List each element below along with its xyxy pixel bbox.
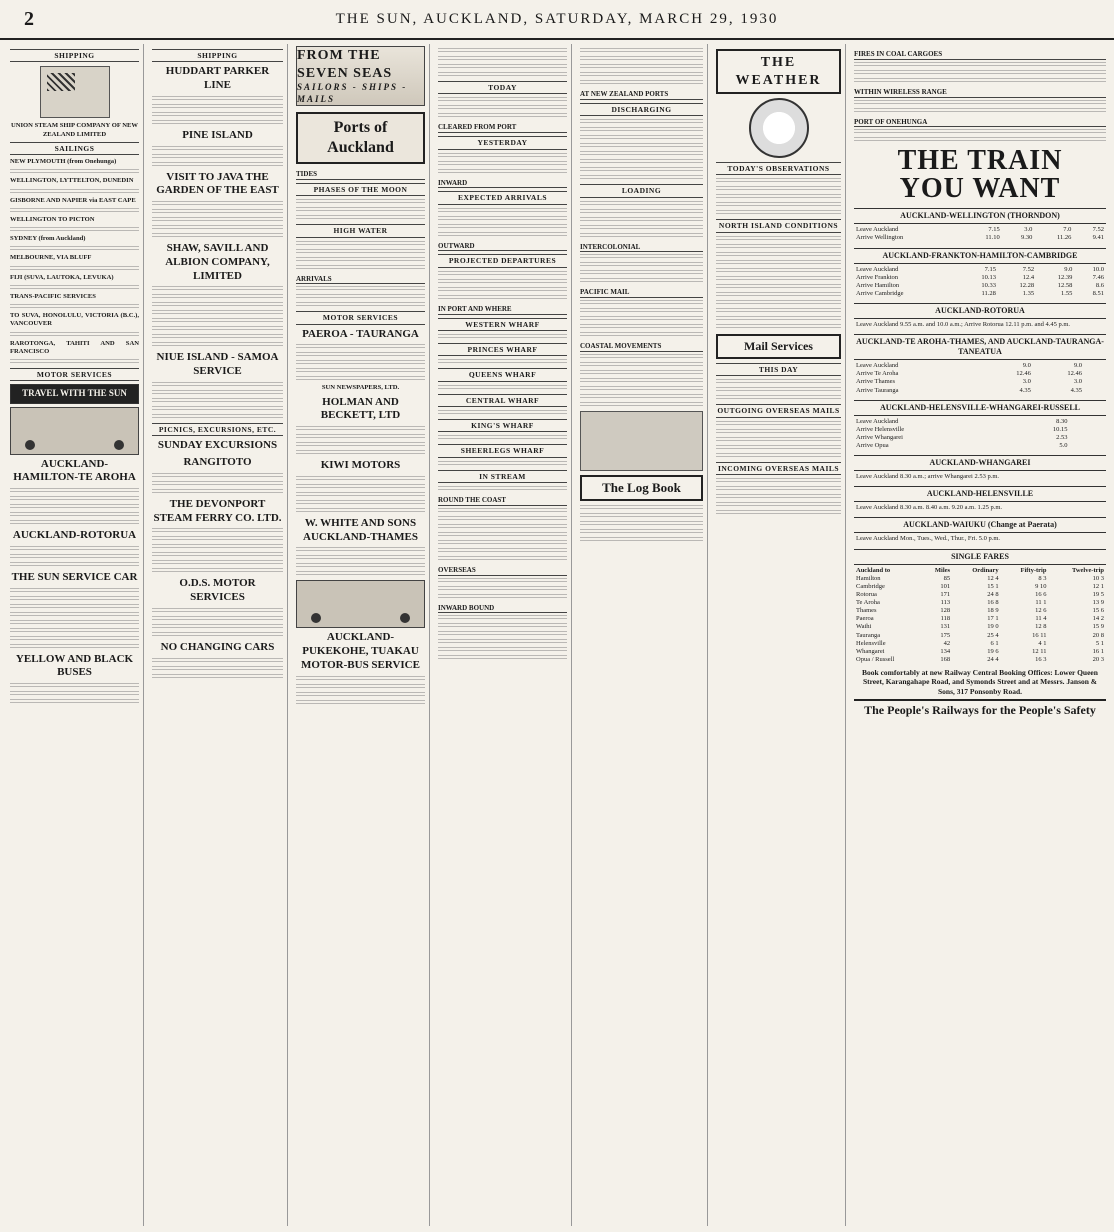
fares-cell: 9 10 (1035, 582, 1047, 590)
union-company-name: UNION STEAM SHIP COMPANY OF NEW ZEALAND LIMITED (10, 122, 139, 138)
timetable-cell (1082, 418, 1094, 426)
fares-cell: 14 2 (1092, 615, 1104, 623)
timetable-cell (1095, 362, 1106, 370)
fares-cell: 12 8 (1035, 623, 1047, 631)
timetable-cell: 3.0 (1024, 226, 1033, 234)
barometer-icon (749, 98, 809, 158)
fares-cell: Paeroa (856, 615, 874, 623)
fares-cell: 11 4 (1035, 615, 1047, 623)
no-changing-cars: NO CHANGING CARS (160, 640, 275, 653)
route-heading: AUCKLAND-WHANGAREI (854, 455, 1106, 471)
illustration (580, 411, 703, 471)
timetable-cell: 7.15 (984, 265, 996, 273)
timetable-row (854, 535, 1106, 543)
timetable-cell: Arrive Opua (856, 442, 889, 449)
fares-cell: Opua / Russell (856, 655, 895, 663)
route-heading: AUCKLAND-TE AROHA-THAMES, AND AUCKLAND-TAURANGA-TANEATUA (854, 334, 1106, 360)
fares-cell: 15 1 (987, 582, 999, 590)
fares-cell: 4 1 (1038, 639, 1047, 647)
timetable-cell: 10.13 (981, 273, 996, 281)
inward-bound-heading: INWARD BOUND (438, 604, 567, 614)
train-ad-title (854, 147, 1106, 203)
timetable-row (854, 426, 1106, 434)
fares-cell: 18 9 (987, 607, 999, 615)
route-heading: AUCKLAND-WAIUKU (Change at Paerata) (854, 517, 1106, 533)
huddart-parker-line: HUDDART PARKER LINE (165, 65, 270, 92)
timetable-cell: 7.52 (1092, 226, 1104, 234)
timetable-cell: 12.46 (1067, 370, 1083, 378)
cleared-heading: CLEARED FROM PORT (438, 123, 567, 133)
timetable-cell: 10.33 (981, 281, 996, 289)
in-port-heading: IN PORT AND WHERE (438, 305, 567, 315)
fares-cell: 6 1 (990, 639, 999, 647)
timetable-cell (1069, 442, 1081, 450)
timetable-cell: Arrive Hamilton (856, 281, 900, 289)
wharf-heading: QUEENS WHARF (438, 368, 567, 381)
route-heading: AUCKLAND-HELENSVILLE (854, 486, 1106, 502)
fares-cell: Ordinary (972, 566, 999, 574)
nz-ports-heading: AT NEW ZEALAND PORTS (580, 90, 703, 100)
fares-cell: 25 4 (987, 631, 999, 639)
fares-row (854, 599, 1106, 607)
timetable-cell (1082, 442, 1094, 450)
fares-row (854, 591, 1106, 599)
sailing-line: FIJI (SUVA, LAUTOKA, LEVUKA) (10, 273, 114, 281)
wharf-heading: IN STREAM (438, 470, 567, 483)
timetable-cell: Leave Auckland (856, 226, 899, 234)
seven-seas-title: FROM THE SEVEN SEAS (297, 48, 393, 81)
fares-cell: Cambridge (856, 582, 885, 590)
arrivals-heading: ARRIVALS (296, 275, 425, 285)
timetable-row (854, 378, 1106, 386)
fares-cell: Fifty-trip (1020, 566, 1047, 574)
log-book-title: The Log Book (580, 475, 703, 501)
column-6 (712, 44, 846, 1226)
timetable-row (854, 274, 1106, 282)
route-timetable (854, 504, 1106, 512)
discharging-heading: DISCHARGING (580, 103, 703, 116)
shipping-heading: SHIPPING (10, 49, 139, 62)
route-timetable (854, 321, 1106, 329)
wharf-heading: KING'S WHARF (438, 419, 567, 432)
timetable-cell (1084, 362, 1095, 370)
timetable-cell: 7.46 (1092, 273, 1104, 281)
motor-car-illustration (10, 407, 139, 455)
seven-seas-subtitle: SAILORS - SHIPS - MAILS (297, 82, 408, 104)
masthead (0, 0, 1114, 40)
fares-row (854, 607, 1106, 615)
timetable-cell: Arrive Tauranga (856, 386, 899, 394)
sun-newspapers: SUN NEWSPAPERS, LTD. (321, 384, 400, 392)
timetable-row (854, 321, 1106, 329)
timetable-cell: 1.35 (1022, 289, 1035, 297)
timetable-row (854, 418, 1106, 426)
wharf-heading: CENTRAL WHARF (438, 394, 567, 407)
route-timetable (854, 266, 1106, 299)
fares-cell: Helensville (856, 639, 886, 647)
fares-row (854, 648, 1106, 656)
pine-island: PINE ISLAND (182, 128, 253, 141)
round-coast-heading: ROUND THE COAST (438, 496, 567, 506)
intercolonial-heading: INTERCOLONIAL (580, 243, 703, 253)
timetable-cell (1084, 387, 1095, 395)
timetable-cell: Leave Auckland 8.30 a.m.; arrive Whangarei 2.53 p.m. (856, 473, 1000, 481)
timetable-cell: 11.28 (981, 289, 996, 297)
timetable-cell: Arrive Helensville (856, 425, 905, 433)
timetable-cell (1094, 434, 1106, 442)
column-3 (292, 44, 430, 1226)
fires-heading: FIRES IN COAL CARGOES (854, 50, 1106, 60)
fares-cell: 8 3 (1038, 574, 1047, 582)
column-7 (850, 44, 1110, 1226)
fares-cell: 19 5 (1092, 590, 1104, 598)
fares-cell: 11 1 (1035, 599, 1047, 606)
fares-cell: 16 1 (1092, 647, 1104, 655)
page-number: 2 (24, 7, 34, 30)
fares-cell: 24 4 (987, 655, 999, 663)
fares-cell: 42 (943, 639, 951, 647)
fares-cell: 15 9 (1092, 623, 1104, 631)
timetable-cell: 1.55 (1061, 289, 1073, 297)
travel-with-the-sun-banner: TRAVEL WITH THE SUN (10, 384, 139, 403)
fares-cell: 5 1 (1095, 639, 1104, 647)
timetable-cell: 8.6 (1095, 281, 1104, 289)
fares-cell: 171 (940, 590, 951, 598)
this-day-heading: THIS DAY (716, 363, 841, 376)
timetable-cell: Leave Auckland 8.30 a.m. 8.40 a.m. 9.20 a.m. 1.25 p.m. (856, 504, 1003, 512)
route-timetable (854, 362, 1106, 395)
peoples-railways-slogan: The People's Railways for the People's Safety (854, 699, 1106, 718)
fares-cell: 16 3 (1035, 655, 1047, 663)
sailing-line: WELLINGTON TO PICTON (10, 215, 95, 223)
timetable-cell (1100, 473, 1106, 481)
timetable-cell: 8.30 (1056, 417, 1068, 425)
fares-cell: 12 11 (1032, 647, 1047, 655)
onehunga-heading: PORT OF ONEHUNGA (854, 118, 1106, 128)
fares-cell: 113 (940, 599, 951, 606)
devonport-ferry: THE DEVONPORT STEAM FERRY CO. LTD. (153, 497, 282, 524)
fares-cell: Auckland to (856, 566, 891, 574)
timetable-cell (1084, 370, 1095, 378)
kiwi-motors: KIWI MOTORS (320, 459, 401, 472)
timetable-cell: Leave Auckland (856, 362, 899, 370)
timetable-cell: 2.53 (1056, 433, 1068, 441)
timetable-cell: 12.39 (1057, 273, 1073, 281)
fares-cell: Hamilton (856, 574, 881, 582)
outgoing-mails-heading: OUTGOING OVERSEAS MAILS (716, 404, 841, 417)
railway-timetables (854, 208, 1106, 543)
yesterday-heading: YESTERDAY (438, 136, 567, 149)
timetable-cell (1069, 426, 1081, 434)
timetable-cell: 8.51 (1092, 289, 1104, 297)
fares-cell: 17 1 (987, 615, 999, 623)
timetable-cell: 7.15 (988, 226, 1000, 234)
wharf-heading: SHEERLEGS WHARF (438, 444, 567, 457)
today-heading: TODAY (438, 81, 567, 94)
timetable-row (854, 234, 1106, 242)
timetable-cell (1069, 418, 1081, 426)
sun-service-car: THE SUN SERVICE CAR (11, 570, 138, 583)
wireless-heading: WITHIN WIRELESS RANGE (854, 88, 1106, 98)
timetable-row (854, 226, 1106, 234)
fares-header-row (854, 567, 1106, 575)
mail-services-title: Mail Services (716, 334, 841, 359)
route-heading: AUCKLAND-ROTORUA (854, 303, 1106, 319)
fares-table (854, 567, 1106, 665)
ods-motor-services: O.D.S. MOTOR SERVICES (179, 577, 256, 603)
ports-of-auckland-title: Ports of Auckland (296, 112, 425, 164)
paeroa-tauranga: PAEROA - TAURANGA (302, 327, 419, 340)
timetable-cell: 11.10 (985, 234, 1000, 242)
the-weather-title: THE WEATHER (716, 49, 841, 94)
route-heading: AUCKLAND-FRANKTON-HAMILTON-CAMBRIDGE (854, 248, 1106, 264)
sailing-line: WELLINGTON, LYTTELTON, DUNEDIN (10, 177, 134, 185)
fares-cell: 16 8 (987, 599, 999, 606)
timetable-cell: 10.15 (1052, 425, 1068, 433)
fares-cell: Rotorua (856, 590, 877, 598)
timetable-cell (1095, 378, 1106, 386)
sailing-line: TO SUVA, HONOLULU, VICTORIA (B.C.), VANCOUVER (10, 312, 139, 328)
fares-cell: 134 (940, 647, 951, 655)
route-timetable (854, 226, 1106, 242)
fares-cell: 168 (940, 655, 951, 663)
high-water-heading: HIGH WATER (296, 224, 425, 237)
fares-cell: 85 (943, 574, 951, 582)
timetable-cell (1094, 418, 1106, 426)
timetable-cell: 5.0 (1059, 442, 1068, 449)
timetable-cell (1102, 321, 1106, 329)
sailing-line: SYDNEY (from Auckland) (10, 235, 86, 243)
timetable-row (854, 266, 1106, 274)
timetable-row (854, 282, 1106, 290)
train-title-line-1: THE TRAIN (897, 145, 1063, 177)
timetable-cell: 4.35 (1070, 386, 1083, 394)
sailing-line: RAROTONGA, TAHITI AND SAN FRANCISCO (10, 339, 139, 355)
timetable-cell: 12.46 (1016, 370, 1031, 378)
timetable-cell: 12.28 (1019, 281, 1035, 289)
timetable-cell (1069, 434, 1081, 442)
column-2 (148, 44, 288, 1226)
route-timetable (854, 418, 1106, 451)
coastal-movements-heading: COASTAL MOVEMENTS (580, 342, 703, 352)
route-heading: AUCKLAND-HELENSVILLE-WHANGAREI-RUSSELL (854, 400, 1106, 416)
timetable-cell: Arrive Frankton (856, 273, 899, 281)
overseas-heading: OVERSEAS (438, 566, 567, 576)
wharf-heading: PRINCES WHARF (438, 343, 567, 356)
fares-row (854, 623, 1106, 631)
route-rotorua: AUCKLAND-ROTORUA (12, 529, 137, 542)
fares-cell: 13 9 (1092, 599, 1104, 606)
motor-services-heading-3: MOTOR SERVICES (296, 311, 425, 324)
timetable-row (854, 370, 1106, 378)
column-1 (6, 44, 144, 1226)
wharf-list (438, 318, 567, 493)
timetable-cell (1082, 434, 1094, 442)
timetable-cell: 7.0 (1063, 226, 1072, 234)
union-company-flag-icon (40, 66, 110, 118)
fares-cell: Whangarei (856, 647, 885, 655)
tides-heading: TIDES (296, 170, 425, 180)
fares-cell: Tauranga (856, 631, 881, 639)
newspaper-title: THE SUN, AUCKLAND, SATURDAY, MARCH 29, 1930 (335, 10, 779, 27)
fares-cell: 12 1 (1092, 582, 1104, 590)
timetable-cell: Arrive Cambridge (856, 289, 904, 297)
timetable-cell: Leave Auckland (856, 265, 899, 273)
route-timetable (854, 473, 1106, 481)
fares-cell: 16 11 (1032, 631, 1047, 639)
yellow-black-buses: YELLOW AND BLACK BUSES (15, 652, 134, 679)
pukekohe-bus-service: AUCKLAND-PUKEKOHE, TUAKAU MOTOR-BUS SERVICE (301, 631, 420, 671)
timetable-cell: 11.26 (1056, 234, 1072, 242)
timetable-cell (1095, 370, 1106, 378)
timetable-row (854, 504, 1106, 512)
fares-cell: 19 6 (987, 647, 999, 655)
observations-heading: TODAY'S OBSERVATIONS (716, 162, 841, 175)
sailing-line: TRANS-PACIFIC SERVICES (10, 292, 96, 300)
timetable-cell: 3.0 (1022, 378, 1031, 386)
fares-cell: 24 8 (987, 590, 999, 598)
timetable-cell: 9.30 (1020, 234, 1033, 242)
fares-cell: 12 6 (1035, 607, 1047, 615)
timetable-cell (1100, 504, 1106, 512)
timetable-cell: 10.0 (1092, 265, 1104, 273)
fares-cell: 20 8 (1092, 631, 1104, 639)
sailing-line: GISBORNE AND NAPIER via EAST CAPE (10, 196, 136, 204)
outward-heading: OUTWARD (438, 242, 567, 252)
niue-samoa-service: NIUE ISLAND - SAMOA SERVICE (156, 351, 279, 378)
column-5 (576, 44, 708, 1226)
fares-cell: 118 (940, 615, 951, 623)
fares-row (854, 656, 1106, 664)
timetable-cell: 4.35 (1019, 386, 1031, 394)
shipping-heading-2: SHIPPING (152, 49, 283, 62)
fares-row (854, 640, 1106, 648)
fares-cell: 12 4 (987, 574, 999, 582)
route-heading: AUCKLAND-WELLINGTON (THORNDON) (854, 208, 1106, 224)
route-hamilton-te-aroha: AUCKLAND-HAMILTON-TE AROHA (13, 457, 136, 484)
timetable-cell: 7.52 (1022, 265, 1035, 273)
sailings-heading: SAILINGS (10, 142, 139, 155)
fares-cell: Te Aroha (856, 599, 880, 606)
timetable-cell (1100, 535, 1106, 543)
fares-row (854, 615, 1106, 623)
timetable-cell: 9.0 (1073, 362, 1083, 370)
timetable-row (854, 290, 1106, 298)
pacific-mail-heading: PACIFIC MAIL (580, 288, 703, 298)
fares-row (854, 583, 1106, 591)
fares-row (854, 575, 1106, 583)
inward-heading: INWARD (438, 179, 567, 189)
fares-cell: 131 (940, 623, 951, 631)
bus-illustration (296, 580, 425, 628)
timetable-cell: 9.41 (1092, 234, 1104, 242)
visit-to-java: VISIT TO JAVA THE GARDEN OF THE EAST (156, 170, 279, 197)
timetable-cell: Arrive Te Aroha (856, 370, 899, 378)
sailing-line: NEW PLYMOUTH (from Onehunga) (10, 158, 117, 166)
timetable-cell: Arrive Whangarei (856, 433, 903, 441)
fares-cell: 128 (940, 607, 951, 615)
timetable-cell (1094, 426, 1106, 434)
fares-cell: 19 0 (987, 623, 999, 631)
timetable-cell (1094, 442, 1106, 450)
timetable-cell: 9.0 (1022, 362, 1031, 370)
moon-heading: PHASES OF THE MOON (296, 183, 425, 196)
sunday-excursions: SUNDAY EXCURSIONS (157, 439, 278, 452)
column-4 (434, 44, 572, 1226)
wharf-heading: WESTERN WHARF (438, 318, 567, 331)
incoming-mails-heading: INCOMING OVERSEAS MAILS (716, 462, 841, 475)
timetable-cell: 3.0 (1073, 378, 1083, 386)
projected-departures-heading: PROJECTED DEPARTURES (438, 254, 567, 267)
timetable-cell (1082, 426, 1094, 434)
timetable-row (854, 442, 1106, 450)
timetable-cell: Arrive Thames (856, 378, 896, 386)
fares-cell: 20 3 (1092, 655, 1104, 663)
expected-arrivals-heading: EXPECTED ARRIVALS (438, 191, 567, 204)
sailing-line: MELBOURNE, VIA BLUFF (10, 254, 92, 262)
train-title-line-2: YOU WANT (899, 173, 1061, 205)
holman-beckett: HOLMAN AND BECKETT, LTD (320, 395, 401, 422)
single-fares-heading: SINGLE FARES (854, 549, 1106, 565)
booking-offices-note: Book comfortably at new Railway Central Booking Offices: Lower Queen Street, Karangahape Road, and Symonds Street and at Messrs. Janson & Sons, 317 Ponsonby Road. (862, 668, 1098, 696)
fares-row (854, 632, 1106, 640)
fares-cell: Miles (934, 566, 951, 574)
rangitoto: RANGITOTO (183, 456, 252, 468)
fares-cell: 10 3 (1092, 574, 1104, 582)
shaw-savill-albion: SHAW, SAVILL AND ALBION COMPANY, LIMITED (165, 242, 270, 282)
fares-cell: Waihi (856, 623, 872, 631)
fares-cell: 101 (940, 582, 951, 590)
timetable-cell: 9.0 (1064, 265, 1073, 273)
fares-cell: 15 6 (1092, 607, 1104, 615)
timetable-row (854, 473, 1106, 481)
sailing-lines (10, 158, 139, 365)
timetable-row (854, 362, 1106, 370)
timetable-cell: Leave Auckland (856, 417, 899, 425)
timetable-cell: 12.58 (1057, 281, 1073, 289)
fares-cell: 175 (940, 631, 951, 639)
fares-cell: 16 6 (1035, 590, 1047, 598)
picnics-heading: PICNICS, EXCURSIONS, ETC. (152, 423, 283, 436)
fares-cell: Twelve-trip (1071, 566, 1104, 574)
motor-services-heading: MOTOR SERVICES (10, 368, 139, 381)
timetable-cell: 12.4 (1022, 273, 1035, 281)
timetable-cell: Leave Auckland Mon., Tues., Wed., Thur., Fri. 5.0 p.m. (856, 535, 1001, 543)
white-and-sons: W. WHITE AND SONS AUCKLAND-THAMES (303, 516, 418, 543)
seven-seas-banner (296, 46, 425, 106)
north-island-heading: NORTH ISLAND CONDITIONS (716, 219, 841, 232)
timetable-cell: Arrive Wellington (856, 234, 904, 242)
timetable-cell: Leave Auckland 9.55 a.m. and 10.0 a.m.; Arrive Rotorua 12.11 p.m. and 4.45 p.m. (856, 321, 1071, 328)
timetable-cell (1084, 378, 1095, 386)
route-timetable (854, 535, 1106, 543)
loading-heading: LOADING (580, 184, 703, 197)
timetable-row (854, 434, 1106, 442)
timetable-row (854, 387, 1106, 395)
timetable-cell (1095, 387, 1106, 395)
fares-cell: Thames (856, 607, 877, 615)
